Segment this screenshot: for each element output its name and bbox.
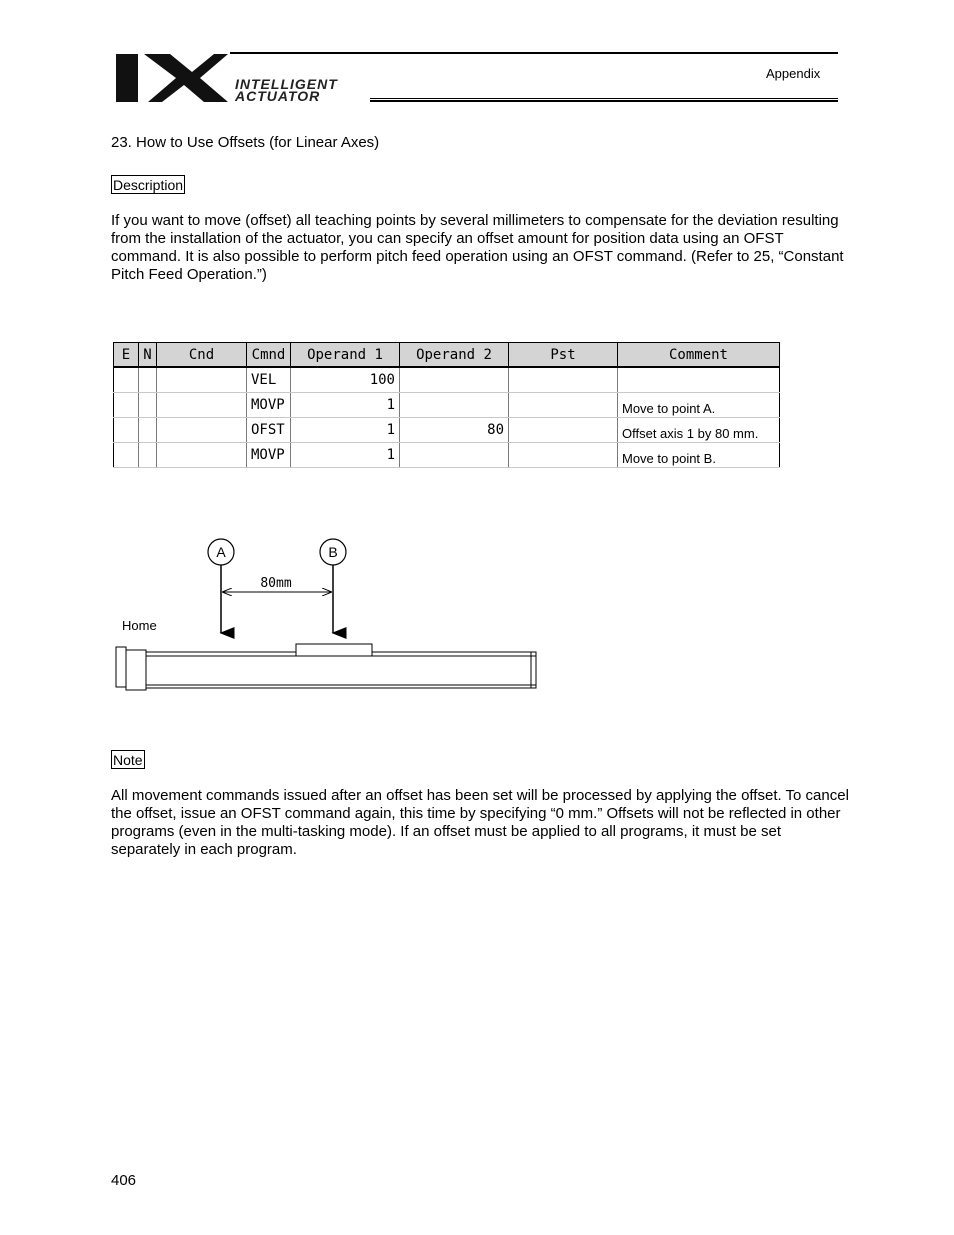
column-header: Comment (618, 343, 780, 368)
program-table (113, 342, 780, 468)
point-b-label: B (328, 544, 338, 560)
cell-operand1[interactable]: 1 (291, 393, 400, 418)
logo-wordmark: INTELLIGENT ACTUATOR (235, 76, 338, 104)
cell-operand2[interactable] (400, 367, 509, 393)
cell-pst[interactable] (509, 393, 618, 418)
cell-operand2[interactable] (400, 443, 509, 468)
table-row (114, 418, 780, 443)
table-row (114, 367, 780, 393)
cell-comment[interactable] (618, 367, 780, 393)
cell-comment[interactable]: Move to point A. (618, 393, 780, 418)
cell-pst[interactable] (509, 418, 618, 443)
offset-diagram (110, 530, 550, 700)
cell-e[interactable] (114, 367, 139, 393)
cell-n[interactable] (139, 418, 157, 443)
cell-pst[interactable] (509, 443, 618, 468)
slider (296, 644, 372, 656)
cell-cmnd[interactable]: OFST (247, 418, 291, 443)
home-label: Home (122, 618, 157, 633)
cell-e[interactable] (114, 443, 139, 468)
ix-logo (114, 52, 230, 104)
table-header-row (114, 343, 780, 368)
cell-e[interactable] (114, 418, 139, 443)
cell-cnd[interactable] (157, 393, 247, 418)
column-header: Cmnd (247, 343, 291, 368)
point-a-label: A (216, 544, 226, 560)
page-heading: 23. How to Use Offsets (for Linear Axes) (111, 134, 380, 151)
note-text: All movement commands issued after an offset has been set will be processed by applying the offset. To cancel the offset, issue an OFST command again, this time by specifying “0 mm.” Offsets will not be reflected in other programs (even in the multi-tasking mode). If an offset must be applied to all programs, it must be set separately in each program. (111, 787, 849, 858)
table-row (114, 443, 780, 468)
description-label: Description (113, 177, 184, 193)
cell-operand1[interactable]: 1 (291, 418, 400, 443)
section-label: Appendix (766, 66, 821, 81)
cell-cnd[interactable] (157, 418, 247, 443)
cell-operand1[interactable]: 1 (291, 443, 400, 468)
cell-n[interactable] (139, 393, 157, 418)
column-header: Pst (509, 343, 618, 368)
cell-n[interactable] (139, 367, 157, 393)
page-number: 406 (111, 1172, 137, 1189)
column-header: N (139, 343, 157, 368)
cell-cmnd[interactable]: MOVP (247, 443, 291, 468)
column-header: E (114, 343, 139, 368)
cell-operand2[interactable] (400, 393, 509, 418)
cell-cnd[interactable] (157, 367, 247, 393)
column-header: Cnd (157, 343, 247, 368)
cell-cnd[interactable] (157, 443, 247, 468)
distance-label: 80mm (260, 576, 292, 591)
cell-operand1[interactable]: 100 (291, 367, 400, 393)
cell-operand2[interactable]: 80 (400, 418, 509, 443)
cell-comment[interactable]: Offset axis 1 by 80 mm. (618, 418, 780, 443)
cell-pst[interactable] (509, 367, 618, 393)
note-label: Note (113, 752, 143, 768)
description-text: If you want to move (offset) all teaching points by several millimeters to compensate for the deviation resulting from the installation of the actuator, you can specify an offset amount for position data using an OFST command. It is also possible to perform pitch feed operation using an OFST command. (Refer to 25, “Constant Pitch Feed Operation.”) (111, 212, 844, 283)
column-header: Operand 2 (400, 343, 509, 368)
cell-cmnd[interactable]: VEL (247, 367, 291, 393)
cell-cmnd[interactable]: MOVP (247, 393, 291, 418)
column-header: Operand 1 (291, 343, 400, 368)
table-row (114, 393, 780, 418)
cell-n[interactable] (139, 443, 157, 468)
actuator-body (116, 644, 536, 690)
cell-comment[interactable]: Move to point B. (618, 443, 780, 468)
cell-e[interactable] (114, 393, 139, 418)
